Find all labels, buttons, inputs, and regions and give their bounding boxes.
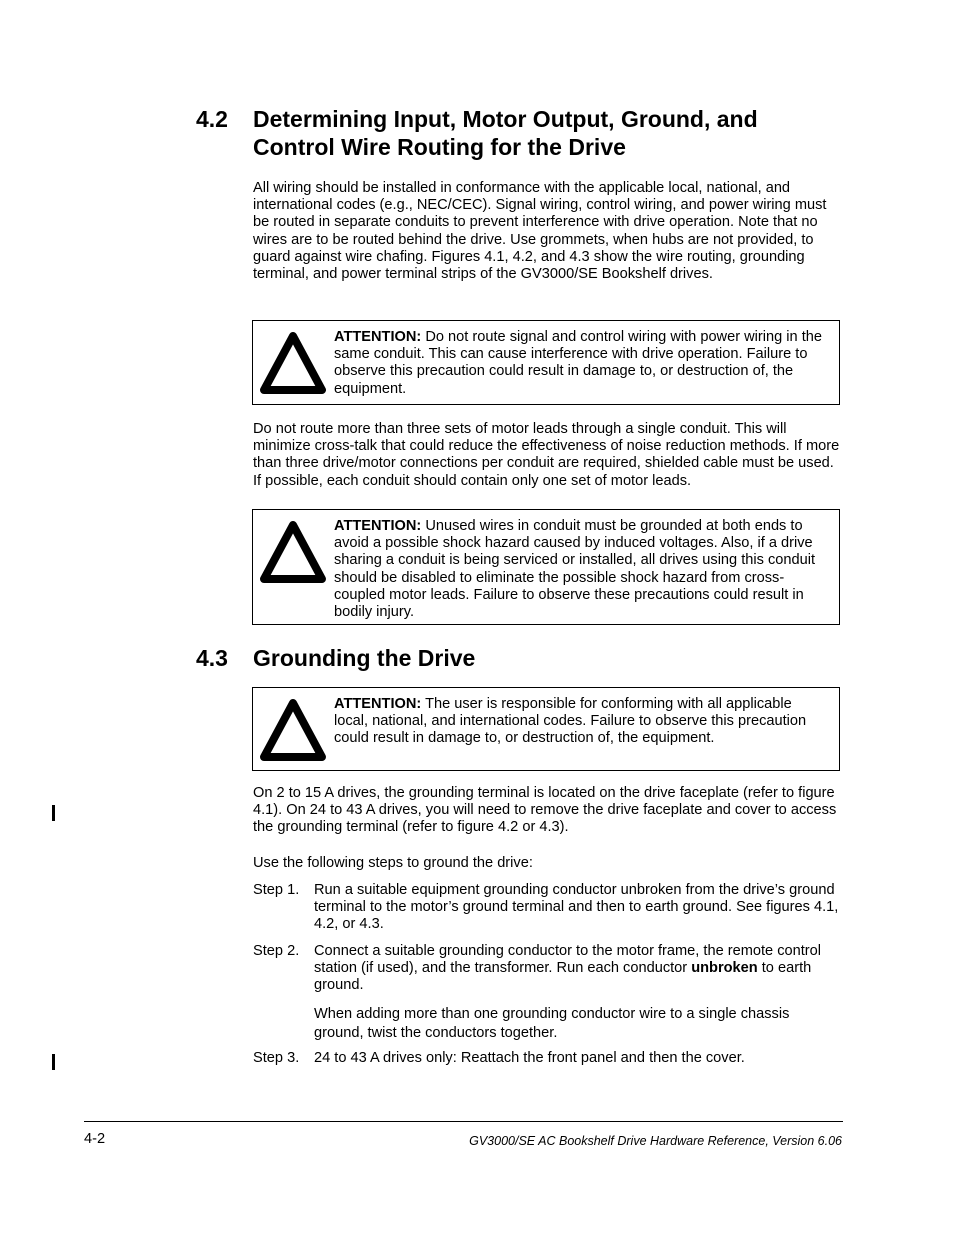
step-text-bold: unbroken	[691, 960, 758, 977]
section-number: 4.3	[196, 645, 228, 671]
step-label: Step 1.	[253, 882, 300, 898]
step-label: Step 3.	[253, 1050, 300, 1066]
attention-label: ATTENTION:	[334, 518, 422, 534]
section-title: Grounding the Drive	[253, 645, 476, 671]
section-title: Determining Input, Motor Output, Ground, and Control Wire Routing for the Drive	[253, 106, 758, 160]
attention-body: The user is responsible for conforming with all applicable local, national, and international codes. Failure to observe this precaution could result in damage to, or destruction of, the equipment.	[334, 696, 807, 747]
attention-label: ATTENTION:	[334, 696, 422, 712]
change-bar	[52, 805, 55, 821]
attention-box-1	[252, 320, 840, 405]
motor-leads-paragraph: Do not route more than three sets of motor leads through a single conduit. This will minimize cross-talk that could reduce the effectiveness of noise reduction methods. If more than three drive/motor connections per conduit are required, shielded cable must be used. If possible, each conduit should contain only one set of motor leads.	[253, 421, 840, 489]
step-text: 24 to 43 A drives only: Reattach the front panel and then the cover.	[314, 1050, 745, 1066]
wiring-paragraph: All wiring should be installed in conformance with the applicable local, national, and international codes (e.g., NEC/CEC). Signal wiring, control wiring, and power wiring must be routed in separate conduits to prevent interference with drive operation. Note that no wires are to be routed behind the drive. Use grommets, when hubs are not provided, to guard against wire chafing. Figures 4.1, 4.2, and 4.3 show the wire routing, grounding terminal, and power terminal strips of the GV3000/SE Bookshelf drives.	[253, 180, 827, 283]
attention-text	[334, 329, 824, 398]
attention-text	[334, 518, 824, 621]
steps-intro: Use the following steps to ground the drive:	[253, 855, 533, 871]
footer-rule	[84, 1121, 843, 1122]
step-text	[314, 943, 844, 995]
step-text-part: Connect a suitable grounding conductor to the motor frame, the remote control station (if used), and the transformer. Run each conductor	[314, 943, 822, 977]
document-title: GV3000/SE AC Bookshelf Drive Hardware Reference, Version 6.06	[469, 1134, 842, 1148]
grounding-terminal-paragraph: On 2 to 15 A drives, the grounding terminal is located on the drive faceplate (refer to figure 4.1). On 24 to 43 A drives, you will need to remove the drive faceplate and cover to access the grounding terminal (refer to figure 4.2 or 4.3).	[253, 785, 837, 836]
warning-triangle-icon	[258, 519, 328, 585]
step-text-part: to earth ground.	[314, 960, 812, 994]
warning-triangle-icon	[258, 697, 328, 763]
step-2-note: When adding more than one grounding conductor wire to a single chassis ground, twist the conductors together.	[314, 1006, 790, 1041]
attention-text	[334, 696, 824, 748]
step-text: Run a suitable equipment grounding conductor unbroken from the drive’s ground terminal to the motor’s ground terminal and then to earth ground. See figures 4.1, 4.2, or 4.3.	[314, 882, 839, 933]
page-number: 4-2	[84, 1131, 106, 1147]
attention-box-2	[252, 509, 840, 625]
step-label: Step 2.	[253, 943, 300, 959]
attention-label: ATTENTION:	[334, 329, 422, 345]
attention-body: Do not route signal and control wiring with power wiring in the same conduit. This can cause interference with drive operation. Failure to observe this precaution could result in damage to, or destruction of, the equipment.	[334, 329, 823, 397]
section-number: 4.2	[196, 106, 228, 132]
attention-box-3	[252, 687, 840, 771]
change-bar	[52, 1054, 55, 1070]
attention-body: Unused wires in conduit must be grounded at both ends to avoid a possible shock hazard caused by induced voltages. Also, if a drive sharing a conduit is being serviced or installed, all drives using this conduit should be disabled to eliminate the possible shock hazard from cross-coupled motor leads. Failure to observe these precautions could result in bodily injury.	[334, 518, 816, 621]
warning-triangle-icon	[258, 330, 328, 396]
